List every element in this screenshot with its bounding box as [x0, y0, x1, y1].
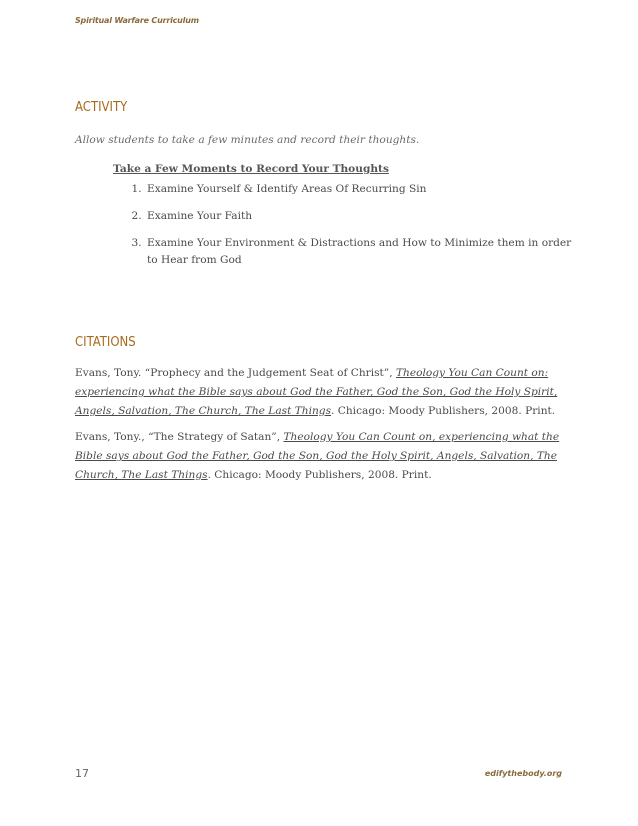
- citation-entry: [75, 364, 565, 421]
- citation-author-title: Evans, Tony. “Prophecy and the Judgement Seat of Christ”,: [75, 367, 393, 379]
- citation-author-title: Evans, Tony., “The Strategy of Satan”,: [75, 431, 281, 443]
- citation-publisher: . Chicago: Moody Publishers, 2008. Print.: [207, 469, 432, 481]
- citation-work-title: Theology You Can Count on: experiencing what the Bible says about God the Father, God the Son, God the Holy Spirit, Angels, Salvation, The Church, The Last Things: [75, 367, 558, 417]
- list-item: 3. Examine Your Environment & Distractions and How to Minimize them in order to Hear from God: [145, 235, 585, 269]
- activity-heading: ACTIVITY: [75, 100, 128, 115]
- running-header: Spiritual Warfare Curriculum: [75, 16, 199, 25]
- footer-website: edifythebody.org: [484, 769, 562, 778]
- page-number: 17: [75, 767, 89, 780]
- list-item: 1. Examine Yourself & Identify Areas Of Recurring Sin: [145, 181, 585, 198]
- activity-subheading: Take a Few Moments to Record Your Thoughts: [113, 163, 389, 175]
- list-item: 2. Examine Your Faith: [145, 208, 585, 225]
- citations-heading: CITATIONS: [75, 335, 136, 350]
- activity-steps-list: [107, 181, 585, 279]
- citation-publisher: . Chicago: Moody Publishers, 2008. Print.: [331, 405, 556, 417]
- activity-intro: Allow students to take a few minutes and record their thoughts.: [75, 134, 420, 146]
- citation-work-title: Theology You Can Count on, experiencing what the Bible says about God the Father, God the Son, God the Holy Spirit, Angels, Salvation, The Church, The Last Things: [75, 431, 560, 481]
- citation-entry: [75, 428, 565, 485]
